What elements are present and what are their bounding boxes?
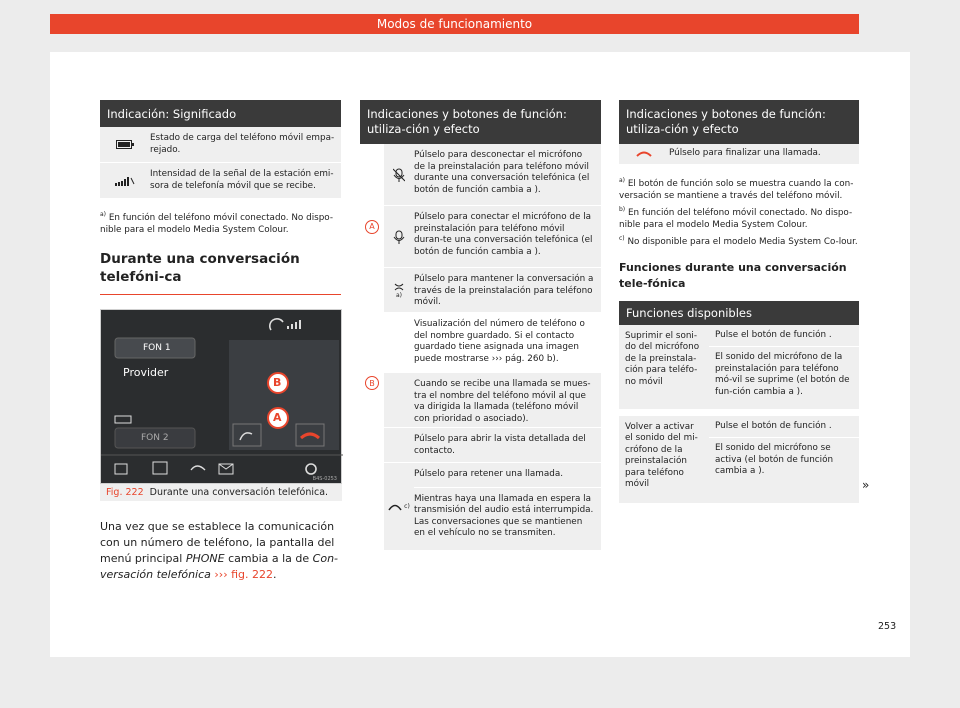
marker-a: A: [365, 220, 379, 234]
table-row: [384, 428, 601, 463]
footnote: $^{b)}$ En función del teléfono móvil conectado. No dispo-nible para el modelo Media System Colour.: [619, 205, 853, 230]
fon2-label: FON 2: [141, 432, 169, 443]
footnote: $^{a)}$ El botón de función solo se muestra cuando la con-versación se mantiene a través del teléfono móvil.: [619, 177, 854, 201]
table-head: Indicaciones y botones de función: utiliza-ción y efecto: [360, 100, 601, 144]
signal-icon: [100, 163, 150, 198]
table-row: [384, 206, 601, 268]
fn-effect: El sonido del micrófono se activa (el botón de función cambia a ).: [715, 443, 834, 477]
row-text: Púlselo para retener una llamada.: [414, 463, 601, 488]
table-row: [619, 144, 859, 165]
row-text: Púlselo para desconectar el micrófono de la preinstalación para teléfono móvil durante una conversación telefónica (el botón de función cambia a ).: [414, 150, 590, 195]
row-text: Estado de carga del teléfono móvil empa-rejado.: [150, 133, 335, 155]
footnote: $^{a)}$ En función del teléfono móvil conectado. No dispo-nible para el modelo Media System Colour.: [100, 211, 334, 235]
figure-caption: Fig. 222 Durante una conversación telefónica.: [100, 484, 342, 501]
table-row: [100, 127, 341, 163]
figure-code: B4S-0253: [312, 475, 337, 482]
row-text: Púlselo para mantener la conversación a través de la preinstalación para teléfono móvil.: [414, 274, 594, 307]
table-head: Indicaciones y botones de función: utiliza-ción y efecto: [619, 100, 859, 144]
table-head: Indicación: Significado: [100, 100, 341, 127]
fn-effect: El sonido del micrófono de la preinstalación para teléfono mó-vil se suprime (el botón de fun-ción cambia a ).: [715, 352, 850, 397]
mic-mute-icon: [384, 144, 414, 205]
marker-a: A: [273, 410, 282, 424]
table-row: [384, 144, 601, 206]
section-title: Funciones durante una conversación tele-fónica: [619, 260, 847, 290]
row-text: Púlselo para abrir la vista detallada del contacto.: [414, 434, 586, 456]
end-call-icon: [619, 144, 669, 164]
table-row: [384, 313, 601, 373]
row-text: Intensidad de la señal de la estación emi-sora de telefonía móvil que se recibe.: [150, 169, 334, 191]
fn-action: Pulse el botón de función .: [709, 416, 859, 439]
marker-b: B: [273, 375, 282, 389]
hold-call-icon: c): [384, 463, 414, 550]
table-row: [384, 463, 601, 551]
battery-icon: [100, 127, 150, 162]
row-text: Púlselo para finalizar una llamada.: [669, 148, 821, 158]
table-row: [619, 416, 859, 504]
column-2: [360, 100, 601, 551]
table-head: Funciones disponibles: [619, 301, 859, 325]
row-text: Mientras haya una llamada en espera la transmisión del audio está interrumpida. Las conversaciones que se mantienen en el vehículo no se transmiten.: [414, 493, 594, 538]
page-number: 253: [878, 621, 897, 632]
figure-link[interactable]: ››› fig. 222: [214, 567, 273, 581]
row-text: Visualización del número de teléfono o del nombre guardado. Si el contacto guardado tiene asignada una imagen puede mostrarse ››› pág. 260 b).: [414, 319, 585, 364]
marker-b: B: [365, 376, 379, 390]
fn-label: Volver a activar el sonido del mi-crófono de la preinstalación para teléfono móvil: [625, 421, 698, 490]
section-title: Durante una conversación telefóni-ca: [100, 250, 341, 295]
column-1: [100, 100, 341, 583]
table-row: [384, 373, 601, 428]
column-3: [619, 100, 859, 504]
fon1-label: FON 1: [143, 342, 171, 353]
body-paragraph: Una vez que se establece la comunicación con un número de teléfono, la pantalla del menú principal PHONE cambia a la de Con-versación telefónica ››› fig. 222.: [100, 519, 339, 581]
continue-chevron: »: [862, 478, 870, 492]
mic-icon: [384, 206, 414, 267]
table-row: [100, 163, 341, 199]
fn-label: Suprimir el soni-do del micrófono de la preinstala-ción para teléfo-no móvil: [625, 330, 700, 387]
row-text: Púlselo para conectar el micrófono de la preinstalación para teléfono móvil duran-te una conversación telefónica (el botón de función cambia a ).: [414, 212, 593, 257]
provider-label: Provider: [123, 365, 169, 379]
fn-action: Pulse el botón de función .: [709, 325, 859, 348]
page-header: Modos de funcionamiento: [50, 14, 859, 34]
row-text: Cuando se recibe una llamada se mues-tra el nombre del teléfono móvil al que va dirigida la llamada (teléfono móvil con prioridad o asociado).: [414, 379, 591, 424]
table-row: [384, 268, 601, 313]
infotainment-screen: [100, 309, 342, 484]
table-row: [619, 325, 859, 410]
handset-transfer-icon: a): [384, 268, 414, 312]
footnote: $^{c)}$ No disponible para el modelo Media System Co-lour.: [619, 234, 858, 247]
